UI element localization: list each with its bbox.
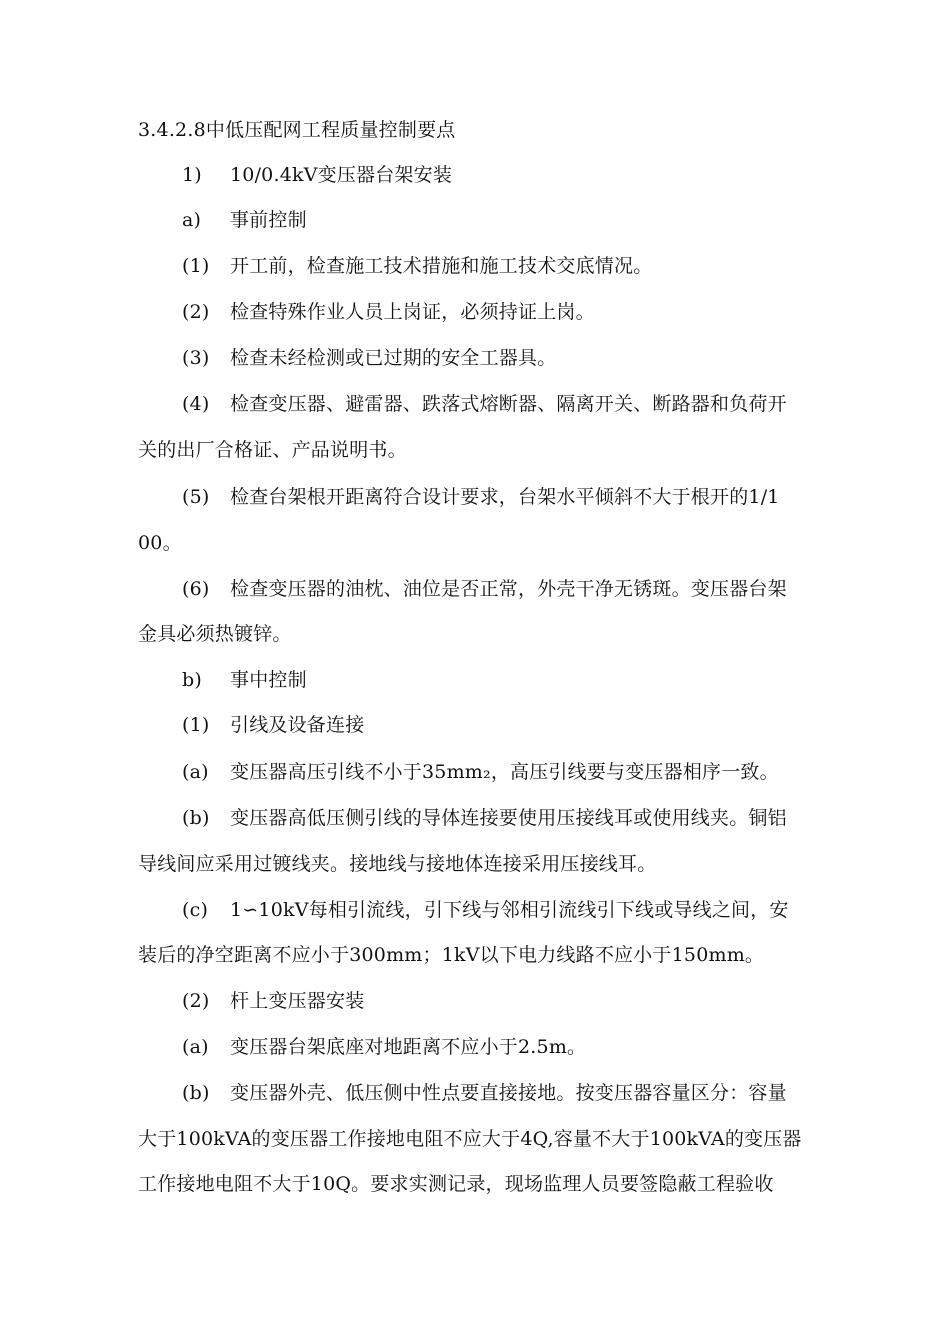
item-number: (c)	[182, 899, 209, 921]
item-text: 关的出厂合格证、产品说明书。	[138, 439, 407, 461]
item-text: 事中控制	[230, 669, 307, 691]
item-a6-continuation	[138, 622, 292, 646]
item-text: 00。	[138, 532, 182, 554]
item-a3	[182, 346, 556, 370]
item-number: (1)	[182, 255, 210, 277]
item-text: 变压器台架底座对地距离不应小于2.5m。	[230, 1036, 587, 1058]
item-text: 引线及设备连接	[230, 714, 365, 736]
item-b1	[182, 713, 364, 737]
item-text: 变压器高压引线不小于35mm₂，高压引线要与变压器相序一致。	[230, 761, 779, 783]
item-b2	[182, 989, 364, 1013]
item-number: (b)	[182, 807, 210, 829]
item-number: (5)	[182, 486, 210, 508]
item-text: 金具必须热镀锌。	[138, 623, 292, 645]
item-a5-continuation	[138, 531, 182, 555]
item-text: 检查特殊作业人员上岗证，必须持证上岗。	[230, 301, 595, 323]
item-text: 检查变压器、避雷器、跌落式熔断器、隔离开关、断路器和负荷开	[230, 393, 787, 415]
heading-text: 3.4.2.8中低压配网工程质量控制要点	[138, 119, 456, 141]
item-text: 1∽10kV每相引流线，引下线与邻相引流线引下线或导线之间，安	[230, 899, 789, 921]
item-text: 10/0.4kV变压器台架安装	[230, 164, 453, 186]
item-b2a	[182, 1035, 586, 1059]
item-b2b	[182, 1081, 787, 1105]
item-b2b-continuation-1	[138, 1127, 802, 1151]
item-b1b	[182, 806, 787, 830]
item-b2b-continuation-2	[138, 1172, 774, 1196]
item-number: b)	[182, 669, 202, 691]
item-number: (b)	[182, 1082, 210, 1104]
item-b1c	[182, 898, 789, 922]
section-heading	[138, 118, 455, 142]
item-number: (a)	[182, 761, 209, 783]
item-text: 装后的净空距离不应小于300mm；1kV以下电力线路不应小于150mm。	[138, 944, 765, 966]
item-text: 检查未经检测或已过期的安全工器具。	[230, 347, 557, 369]
item-a2	[182, 300, 595, 324]
item-text: 导线间应采用过镀线夹。接地线与接地体连接采用压接线耳。	[138, 853, 657, 875]
item-text: 工作接地电阻不大于10Q。要求实测记录，现场监理人员要签隐蔽工程验收	[138, 1173, 774, 1195]
item-a5	[182, 485, 780, 509]
item-number: (a)	[182, 1036, 209, 1058]
item-number: a)	[182, 209, 202, 231]
item-text: 检查台架根开距离符合设计要求，台架水平倾斜不大于根开的1/1	[230, 486, 780, 508]
item-text: 检查变压器的油枕、油位是否正常，外壳干净无锈斑。变压器台架	[230, 578, 787, 600]
item-text: 杆上变压器安装	[230, 990, 365, 1012]
item-a1	[182, 254, 652, 278]
item-number: (1)	[182, 714, 210, 736]
item-text: 开工前，检查施工技术措施和施工技术交底情况。	[230, 255, 653, 277]
item-a4-continuation	[138, 438, 407, 462]
item-number: (3)	[182, 347, 210, 369]
item-a	[182, 208, 307, 232]
item-text: 变压器高低压侧引线的导体连接要使用压接线耳或使用线夹。铜铝	[230, 807, 787, 829]
item-1	[182, 163, 452, 187]
item-text: 大于100kVA的变压器工作接地电阻不应大于4Q,容量不大于100kVA的变压器	[138, 1128, 802, 1150]
item-number: (4)	[182, 393, 210, 415]
item-b1b-continuation	[138, 852, 656, 876]
item-b1c-continuation	[138, 943, 764, 967]
item-a6	[182, 577, 787, 601]
item-number: 1)	[182, 164, 202, 186]
item-number: (2)	[182, 301, 210, 323]
item-b	[182, 668, 307, 692]
item-text: 事前控制	[230, 209, 307, 231]
item-number: (6)	[182, 578, 210, 600]
item-a4	[182, 392, 787, 416]
item-text: 变压器外壳、低压侧中性点要直接接地。按变压器容量区分：容量	[230, 1082, 787, 1104]
item-number: (2)	[182, 990, 210, 1012]
item-b1a	[182, 760, 779, 784]
